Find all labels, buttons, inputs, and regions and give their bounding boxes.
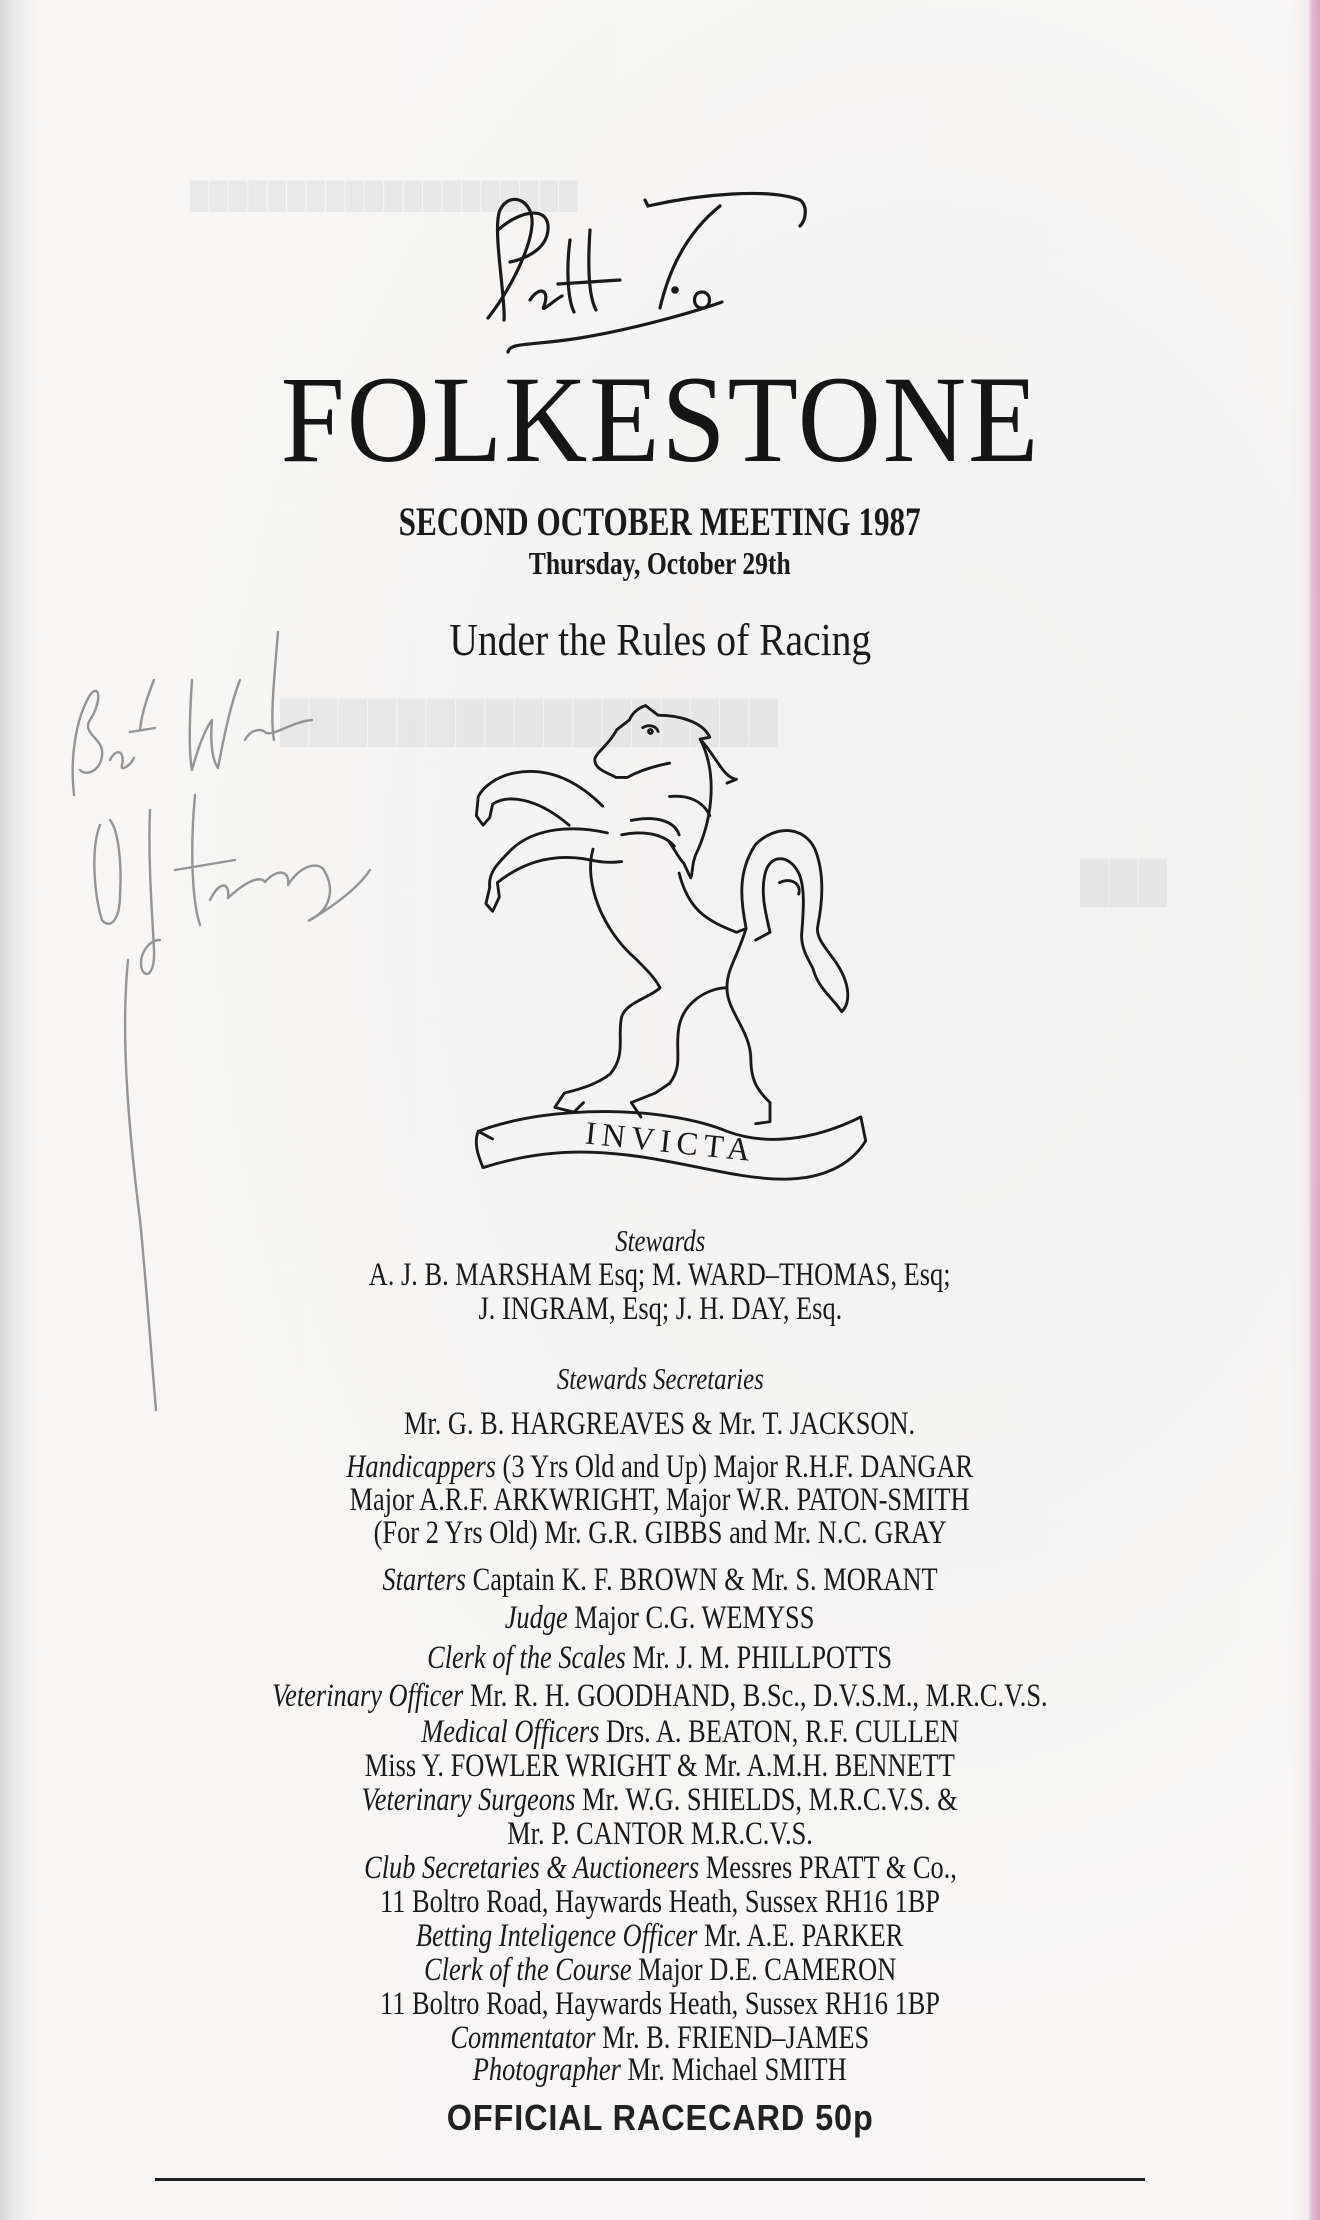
clerk-scales-text: Mr. J. M. PHILLPOTTS (626, 1640, 893, 1676)
stewards-secretaries-text: Mr. G. B. HARGREAVES & Mr. T. JACKSON. (404, 1406, 916, 1442)
stewards-line-2-text: J. INGRAM, Esq; J. H. DAY, Esq. (478, 1291, 842, 1327)
meeting-date-text: Thursday, October 29th (529, 545, 791, 581)
clerk-course-line (0, 1952, 1320, 1988)
handicappers-label: Handicappers (346, 1449, 497, 1485)
pencil-autograph (50, 620, 410, 1420)
starters-label: Starters (382, 1562, 466, 1598)
venue-title-text: FOLKESTONE (280, 351, 1040, 488)
betting-officer-label: Betting Inteligence Officer (416, 1918, 698, 1954)
commentator-label: Commentator (450, 2020, 596, 2056)
judge-text: Major C.G. WEMYSS (568, 1600, 815, 1636)
handicappers-line-1-text: (3 Yrs Old and Up) Major R.H.F. DANGAR (496, 1449, 974, 1485)
show-through-text: ████████████████████ (190, 180, 579, 210)
club-secretaries-address (0, 1884, 1320, 1920)
betting-officer-text: Mr. A.E. PARKER (697, 1918, 904, 1954)
rules-line-text: Under the Rules of Racing (449, 614, 871, 665)
judge-label: Judge (505, 1600, 569, 1636)
vet-surgeons-line-1 (0, 1782, 1320, 1818)
clerk-scales-line (0, 1640, 1320, 1676)
medical-line-1-text: Drs. A. BEATON, R.F. CULLEN (599, 1714, 959, 1750)
starters-line (0, 1562, 1320, 1598)
show-through-text: █████████████████ (280, 700, 779, 744)
judge-line (0, 1600, 1320, 1636)
club-secretaries-label: Club Secretaries & Auctioneers (363, 1850, 699, 1886)
official-racecard-price (0, 2098, 1320, 2138)
medical-line-1 (0, 1714, 1320, 1750)
starters-text: Captain K. F. BROWN & Mr. S. MORANT (465, 1562, 938, 1598)
photographer-text: Mr. Michael SMITH (621, 2052, 847, 2088)
commentator-text: Mr. B. FRIEND–JAMES (595, 2020, 870, 2056)
handicappers-line-1 (0, 1449, 1320, 1485)
photographer-line (0, 2052, 1320, 2088)
official-racecard-price-text: OFFICIAL RACECARD 50p (446, 2097, 874, 2138)
vet-officer-line (0, 1678, 1320, 1714)
vet-officer-text: Mr. R. H. GOODHAND, B.Sc., D.V.S.M., M.R.C.V.S. (463, 1678, 1048, 1714)
clerk-scales-label: Clerk of the Scales (427, 1640, 627, 1676)
medical-label: Medical Officers (421, 1714, 600, 1750)
stewards-line-1-text: A. J. B. MARSHAM Esq; M. WARD–THOMAS, Esq; (369, 1257, 951, 1293)
clerk-course-label: Clerk of the Course (423, 1952, 632, 1988)
stewards-label-text: Stewards (614, 1223, 706, 1258)
betting-officer-line (0, 1918, 1320, 1954)
meeting-heading (0, 500, 1320, 544)
venue-title (0, 351, 1320, 488)
club-secretaries-address-text: 11 Boltro Road, Haywards Heath, Sussex RH16 1BP (380, 1884, 940, 1920)
white-horse-of-kent-icon (440, 680, 880, 1200)
vet-officer-label: Veterinary Officer (272, 1678, 464, 1714)
vet-surgeons-label: Veterinary Surgeons (361, 1782, 576, 1818)
club-secretaries-text: Messres PRATT & Co., (698, 1850, 957, 1886)
stewards-secretaries-label-text: Stewards Secretaries (556, 1361, 764, 1396)
commentator-line (0, 2020, 1320, 2056)
handicappers-line-3 (0, 1515, 1320, 1551)
vet-surgeons-line-2 (0, 1816, 1320, 1852)
club-secretaries-line (0, 1850, 1320, 1886)
vet-surgeons-line-2-text: Mr. P. CANTOR M.R.C.V.S. (507, 1816, 813, 1852)
handicappers-line-3-text: (For 2 Yrs Old) Mr. G.R. GIBBS and Mr. N.C. GRAY (373, 1515, 947, 1551)
handicappers-line-2 (0, 1482, 1320, 1518)
vet-surgeons-line-1-text: Mr. W.G. SHIELDS, M.R.C.V.S. & (575, 1782, 959, 1818)
medical-line-2 (0, 1748, 1320, 1784)
clerk-course-address (0, 1986, 1320, 2022)
handicappers-line-2-text: Major A.R.F. ARKWRIGHT, Major W.R. PATON-SMITH (349, 1482, 971, 1518)
crest-motto: INVICTA (583, 1115, 758, 1170)
medical-line-2-text: Miss Y. FOWLER WRIGHT & Mr. A.M.H. BENNETT (364, 1748, 956, 1784)
clerk-course-text: Major D.E. CAMERON (631, 1952, 897, 1988)
photographer-label: Photographer (472, 2052, 622, 2088)
pratt-co-signature-logo (470, 180, 850, 360)
meeting-date (0, 545, 1320, 581)
clerk-course-address-text: 11 Boltro Road, Haywards Heath, Sussex RH16 1BP (380, 1986, 940, 2022)
show-through-text: ███ (1080, 860, 1169, 904)
bottom-rule (155, 2178, 1145, 2181)
meeting-heading-text: SECOND OCTOBER MEETING 1987 (398, 499, 922, 544)
